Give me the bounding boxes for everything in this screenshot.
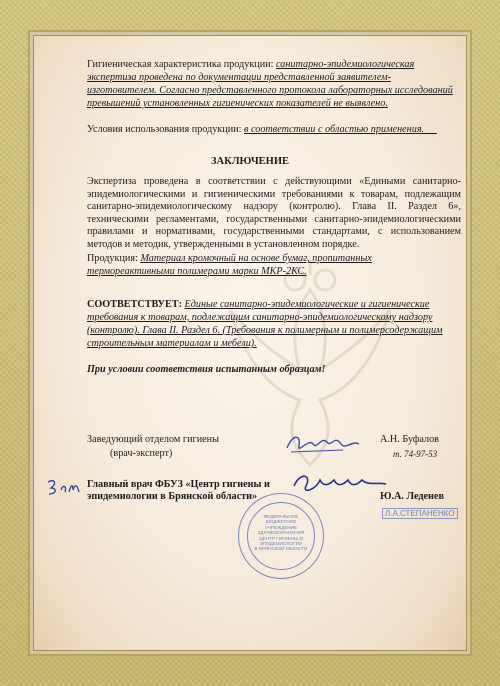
signature-1-icon [283, 426, 363, 458]
hygiene-value-inline: санитарно-эпидемиологическая [276, 59, 415, 70]
stamp-line: ФЕДЕРАЛЬНОЕ [263, 514, 299, 519]
compliance-value-line-3: строительным материалам и мебели). [87, 338, 257, 349]
usage-value: в соответствии с областью применения. [244, 124, 425, 135]
product-value-line-1: Материал кромочный на основе бумаг, пропитанных [140, 253, 372, 264]
hygiene-line-1 [87, 59, 459, 72]
compliance-value-line-1: требования к товарам, подлежащим санитарно-эпидемиологическому надзору [87, 312, 433, 323]
conclusion-body: Экспертиза проведена в соответствии с действующими «Едиными санитарно-эпидемиологическими и гигиеническими требованиями к товарам, подлежащим санитарно-эпидемиологическому надзору (контролю). Глава II. Раздел 6», техническими регламентами, государственными санитарно-эпидемиологическими правилами и нормативами, государственными стандартами, с использованием методов и методик, утвержденными в установленном порядке. [87, 176, 461, 250]
compliance-value-line-2: (контролю). Глава II. Раздел 6. (Требования к полимерным и полимерсодержащим [87, 325, 443, 336]
compliance-value-inline: Единые санитарно-эпидемиологические и гигиенические [184, 299, 430, 310]
compliance-label: СООТВЕТСТВУЕТ: [87, 299, 182, 310]
hygiene-value-line-3: превышений установленных гигиенических показателей не выявлено. [87, 98, 388, 109]
signatory1-phone: т. 74-97-53 [393, 449, 438, 459]
usage-line [87, 124, 437, 137]
stamp-name-box: Л.А.СТЕПАНЕНКО [382, 508, 458, 519]
condition-note: При условии соответствия испытанным образцам! [87, 364, 326, 375]
stamp-center-text [252, 514, 310, 552]
product-label: Продукция: [87, 253, 138, 264]
stamp-line: В БРЯНСКОЙ ОБЛАСТИ [254, 546, 308, 552]
signatory2-name: Ю.А. Леденев [380, 491, 444, 502]
product-line-1 [87, 253, 372, 266]
signatory1-title-2: (врач-эксперт) [110, 448, 173, 459]
signatory2-title-1: Главный врач ФБУЗ «Центр гигиены и [87, 479, 270, 490]
usage-label: Условия использования продукции: [87, 124, 242, 135]
hygiene-value-line-1: экспертиза проведена по документации представленной заявителем- [87, 72, 391, 83]
stamp-line: УЧРЕЖДЕНИЕ ЗДРАВООХРАНЕНИЯ [257, 524, 305, 536]
stamp-line: ЭПИДЕМИОЛОГИИ [259, 541, 303, 547]
signatory1-name: А.Н. Буфалов [380, 434, 439, 445]
stamp-line: БЮДЖЕТНОЕ [265, 519, 297, 525]
signatory2-title-2: эпидемиологии в Брянской области» [87, 491, 258, 502]
signature-2-icon [290, 470, 390, 498]
hygiene-label: Гигиеническая характеристика продукции: [87, 59, 274, 70]
handwritten-mark-icon [45, 476, 81, 498]
conclusion-title: ЗАКЛЮЧЕНИЕ [210, 156, 290, 167]
hygiene-value-line-2: изготовителем. Согласно представленного протокола лабораторных исследований [87, 85, 453, 96]
signatory1-title-1: Заведующий отделом гигиены [87, 434, 219, 445]
official-stamp [238, 493, 324, 579]
compliance-line-1 [87, 299, 463, 312]
product-value-line-2: термореактивными полимерами марки МКР-2КС. [87, 266, 307, 277]
stamp-line: ЦЕНТР ГИГИЕНЫ И [259, 535, 303, 541]
